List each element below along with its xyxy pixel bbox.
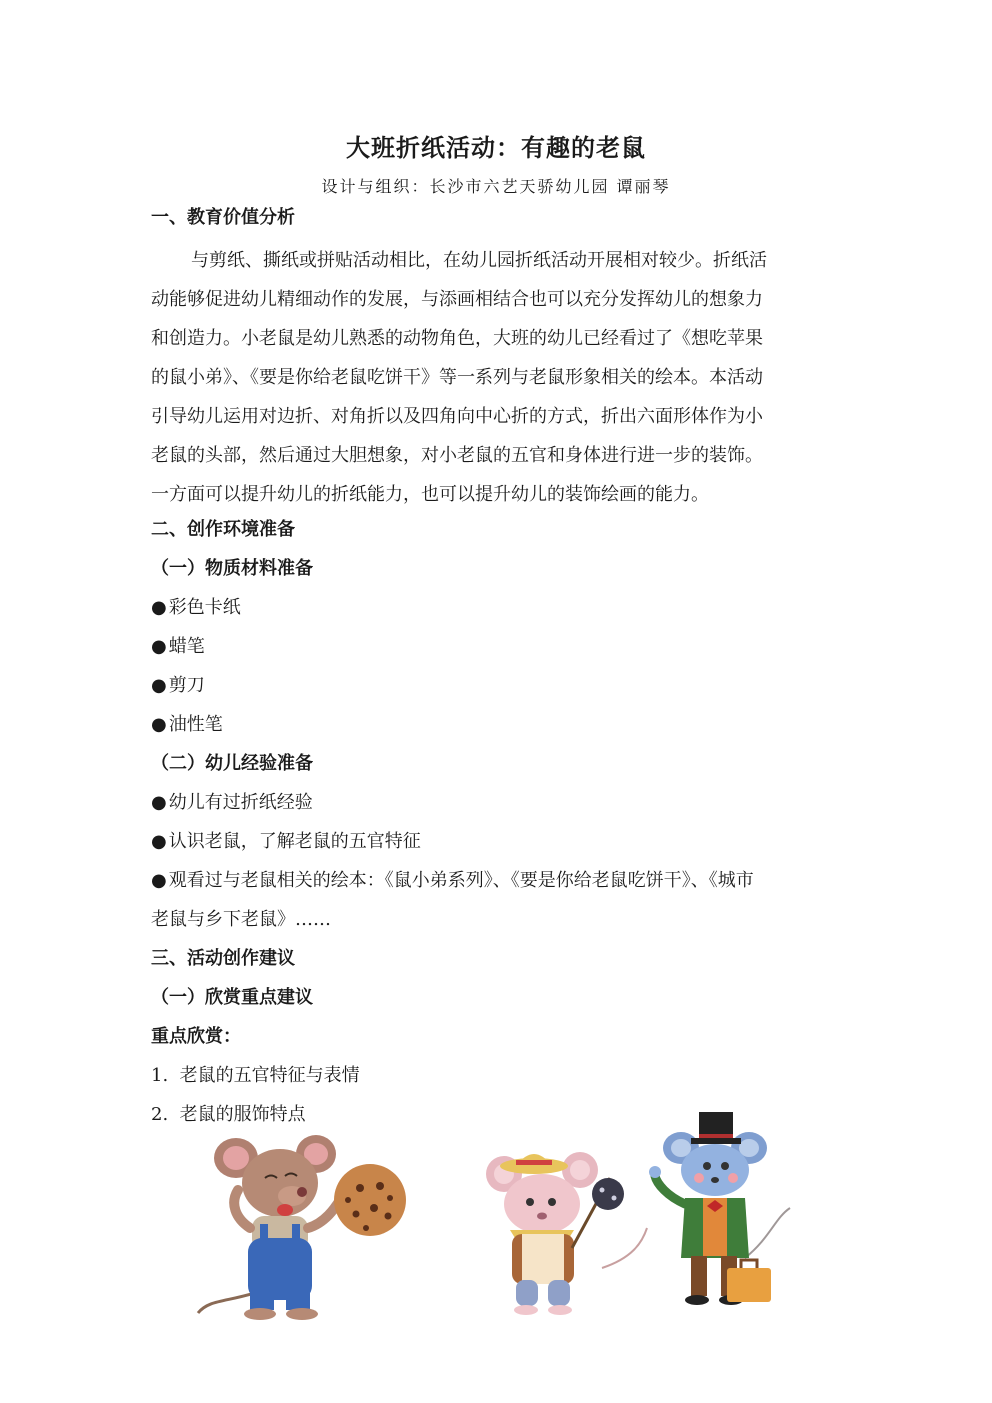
paragraph-line: 老鼠的头部，然后通过大胆想象，对小老鼠的五官和身体进行进一步的装饰。 bbox=[151, 445, 763, 466]
section-heading-1: 一、教育价值分析 bbox=[151, 207, 295, 228]
subsection-heading-appreciation: （一）欣赏重点建议 bbox=[151, 987, 313, 1008]
focus-label: 重点欣赏： bbox=[151, 1026, 241, 1047]
numbered-item: 2. 老鼠的服饰特点 bbox=[151, 1104, 306, 1125]
list-item: ● 蜡笔 bbox=[151, 634, 846, 660]
paragraph-line: 一方面可以提升幼儿的折纸能力，也可以提升幼儿的装饰绘画的能力。 bbox=[151, 484, 709, 505]
mouse-with-straw-hat-illustration bbox=[482, 1148, 652, 1318]
list-item: ● 彩色卡纸 bbox=[151, 595, 846, 621]
subsection-heading-materials: （一）物质材料准备 bbox=[151, 558, 313, 579]
section-heading-3: 三、活动创作建议 bbox=[151, 948, 295, 969]
list-item: ● 观看过与老鼠相关的绘本：《鼠小弟系列》、《要是你给老鼠吃饼干》、《城市 bbox=[151, 868, 846, 894]
paragraph-line: 动能够促进幼儿精细动作的发展，与添画相结合也可以充分发挥幼儿的想象力 bbox=[151, 289, 763, 310]
paragraph-line: 和创造力。小老鼠是幼儿熟悉的动物角色，大班的幼儿已经看过了《想吃苹果 bbox=[151, 328, 763, 349]
list-item: ● 认识老鼠，了解老鼠的五官特征 bbox=[151, 829, 846, 855]
paragraph-line: 引导幼儿运用对边折、对角折以及四角向中心折的方式，折出六面形体作为小 bbox=[151, 406, 763, 427]
paragraph-line: 的鼠小弟》、《要是你给老鼠吃饼干》等一系列与老鼠形象相关的绘本。本活动 bbox=[151, 367, 763, 388]
mouse-with-cookie-illustration bbox=[190, 1128, 420, 1328]
paragraph-line: 与剪纸、撕纸或拼贴活动相比，在幼儿园折纸活动开展相对较少。折纸活 bbox=[191, 250, 767, 271]
mouse-with-top-hat-illustration bbox=[645, 1108, 795, 1318]
author-line: 设计与组织：长沙市六艺天骄幼儿园 谭丽琴 bbox=[321, 177, 671, 196]
list-item: ● 油性笔 bbox=[151, 712, 846, 738]
list-item-continuation: 老鼠与乡下老鼠》…… bbox=[151, 909, 331, 930]
subsection-heading-experience: （二）幼儿经验准备 bbox=[151, 753, 313, 774]
section1-paragraph bbox=[151, 241, 846, 514]
section-heading-2: 二、创作环境准备 bbox=[151, 519, 295, 540]
numbered-item: 1. 老鼠的五官特征与表情 bbox=[151, 1065, 360, 1086]
list-item: ● 剪刀 bbox=[151, 673, 846, 699]
list-item: ● 幼儿有过折纸经验 bbox=[151, 790, 846, 816]
page-title: 大班折纸活动：有趣的老鼠 bbox=[346, 134, 646, 162]
